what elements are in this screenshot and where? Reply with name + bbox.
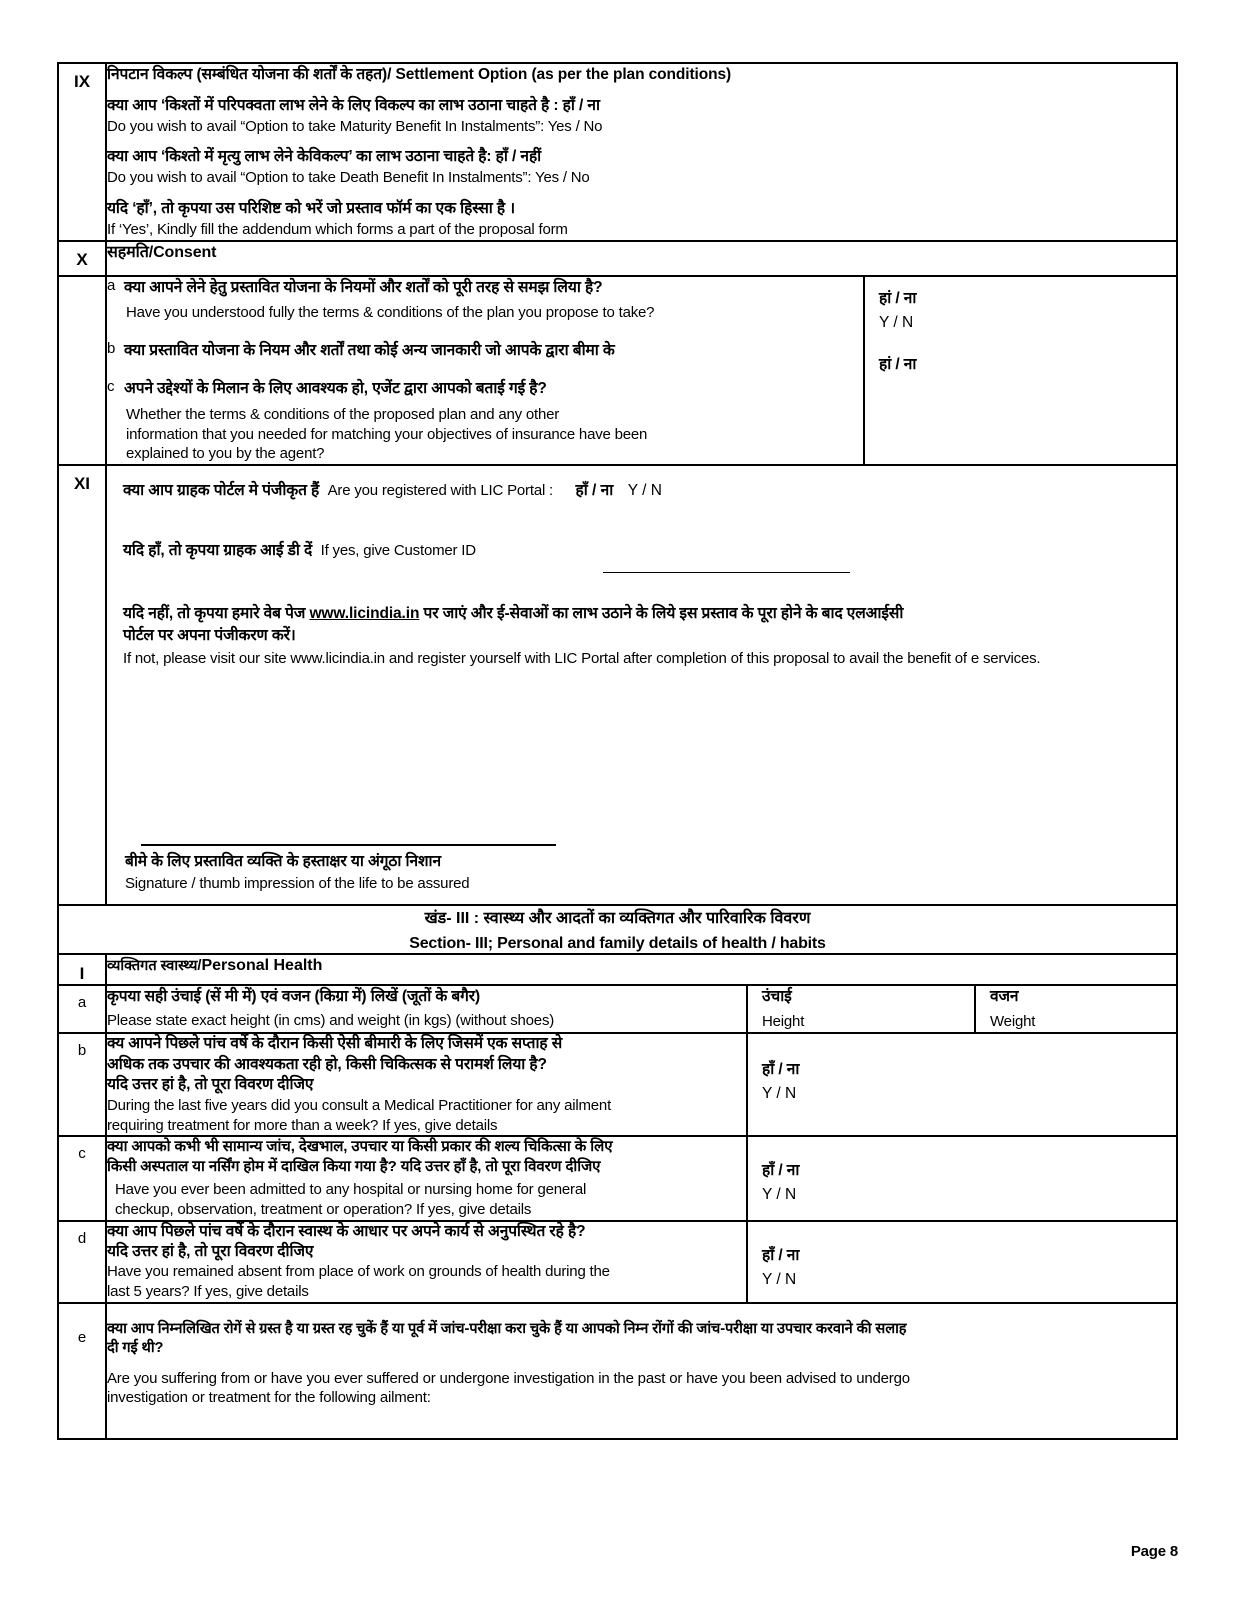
health-row-d-content <box>106 1221 1177 1304</box>
health-row-d-question-cell <box>107 1222 747 1303</box>
health-row-b <box>58 1033 1177 1136</box>
health-row-e-hindi-line1: क्या आप निम्नलिखित रोगें से ग्रस्त है या ग्रस्त रह चुकें हैं या पूर्व में जांच-परीक्षा करा चुके हैं या आपको निम्न रोंगों की जांच-परीक्षा या उपचार करवाने की सलाह <box>107 1321 907 1338</box>
section-xi-row <box>58 465 1177 905</box>
section-xi-body <box>107 466 1176 904</box>
health-row-b-english-line1: During the last five years did you consult a Medical Practitioner for any ailment <box>107 1096 612 1114</box>
section-x-body-row <box>58 276 1177 465</box>
section-xi-portal-question <box>123 478 1164 502</box>
health-row-c-answer-hindi[interactable]: हाँ / ना <box>762 1162 800 1180</box>
section-xi-notregistered <box>123 603 1164 669</box>
consent-item-c <box>107 378 863 464</box>
section-x-empty-numeral <box>58 276 106 465</box>
section-xi-portal-answer-english[interactable]: Y / N <box>627 482 662 500</box>
health-row-d <box>58 1221 1177 1304</box>
consent-item-c-hindi: अपने उद्देश्यों के मिलान के लिए आवश्यक हो, एजेंट द्वारा आपको बताई गई है? <box>124 379 547 397</box>
consent-item-b <box>107 340 863 362</box>
consent-item-c-english-line1: Whether the terms & conditions of the proposed plan and any other <box>126 405 560 423</box>
section-iii-banner-row <box>58 905 1177 954</box>
health-row-e <box>58 1303 1177 1439</box>
health-row-b-answer-hindi[interactable]: हाँ / ना <box>762 1061 800 1079</box>
section-ix-q2-english: Do you wish to avail “Option to take Death Benefit In Instalments”: Yes / No <box>107 169 590 187</box>
section-ix-question-3 <box>107 198 1176 240</box>
health-row-c-answer-cell[interactable] <box>747 1137 1176 1219</box>
health-row-b-hindi-line2: अधिक तक उपचार की आवश्यकता रही हो, किसी चिकित्सक से परामर्श लिया है? <box>107 1055 547 1073</box>
section-x-title-cell <box>106 241 1177 277</box>
health-row-d-answer-english[interactable]: Y / N <box>762 1270 797 1288</box>
section-ix-q1-hindi: क्या आप ‘किश्तों में परिपक्वता लाभ लेने के लिए विकल्प का लाभ उठाना चाहते है : हॉं / ना <box>107 97 600 114</box>
health-row-e-label: e <box>58 1303 106 1439</box>
consent-item-a-answer-hindi[interactable]: हां / ना <box>879 290 917 308</box>
customer-id-input-line[interactable] <box>603 572 850 573</box>
health-row-b-hindi-line1: क्य आपने पिछले पांच वर्षे के दौरान किसी ऐसी बीमारी के लिए जिसमें एक सप्ताह से <box>107 1035 563 1053</box>
proposal-form-table <box>57 62 1178 1440</box>
section-ix-q1-english: Do you wish to avail “Option to take Maturity Benefit In Instalments”: Yes / No <box>107 118 603 135</box>
health-d-table <box>107 1222 1176 1303</box>
signature-input-line[interactable] <box>141 844 556 846</box>
health-b-inner-row <box>107 1034 1176 1135</box>
health-row-b-content <box>106 1033 1177 1136</box>
section-ix-title: निपटान विकल्प (सम्बंधित योजना की शर्तों के तहत)/ Settlement Option (as per the plan conditions) <box>107 66 732 83</box>
height-weight-row <box>107 986 1176 1032</box>
health-row-d-label: d <box>58 1221 106 1304</box>
section-xi-notreg-hindi-part1: यदि नहीं, तो कृपया हमारे वेब पेज <box>123 605 306 623</box>
signature-label-english: Signature / thumb impression of the life to be assured <box>125 874 470 892</box>
weight-field-cell[interactable] <box>975 986 1176 1032</box>
health-row-d-hindi-line1: क्या आप पिछले पांच वर्षे के दौरान स्वास्थ के आधार पर अपने कार्य से अनुपस्थित रहे है? <box>107 1222 586 1240</box>
health-row-d-answer-cell[interactable] <box>747 1222 1176 1303</box>
form-page <box>57 62 1178 1440</box>
health-row-e-english-line2: investigation or treatment for the following ailment: <box>107 1389 431 1407</box>
health-row-b-question-cell <box>107 1034 747 1135</box>
section-ix-content <box>106 63 1177 241</box>
personal-health-title-hindi: व्यक्तिगत स्वास्थ्य/ <box>107 958 202 975</box>
health-b-table <box>107 1034 1176 1135</box>
consent-item-c-english-line2: information that you needed for matching your objectives of insurance have been <box>126 425 648 443</box>
consent-item-a <box>107 277 863 323</box>
section-xi-portal-question-english: Are you registered with LIC Portal : <box>327 482 554 500</box>
signature-block <box>123 844 1164 894</box>
section-iii-banner-english: Section- III; Personal and family details of health / habits <box>409 935 826 953</box>
health-row-a-hindi: कृपया सही उंचाई (सें मी में) एवं वजन (किग्रा में) लिखें (जूतों के बगैर) <box>107 988 481 1006</box>
licindia-link[interactable]: www.licindia.in <box>309 605 420 623</box>
page-number: Page 8 <box>1130 1543 1178 1560</box>
section-xi-customer-id-question <box>123 540 1164 562</box>
health-row-b-hindi-line3: यदि उत्तर हां है, तो पूरा विवरण दीजिए <box>107 1076 314 1094</box>
section-ix-row <box>58 63 1177 241</box>
health-row-e-content <box>106 1303 1177 1439</box>
section-xi-content <box>106 465 1177 905</box>
health-row-b-label: b <box>58 1033 106 1136</box>
section-iii-banner <box>58 905 1177 954</box>
consent-item-a-hindi: क्या आपने लेने हेतु प्रस्तावित योजना के नियमों और शर्तों को पूरी तरह से समझ लिया है? <box>124 279 603 297</box>
section-ix-q3-english: If ‘Yes’, Kindly fill the addendum which forms a part of the proposal form <box>107 220 568 238</box>
height-weight-table <box>107 986 1176 1032</box>
health-c-table <box>107 1137 1176 1219</box>
height-field-cell[interactable] <box>747 986 975 1032</box>
section-xi-notreg-hindi-line1 <box>123 603 1164 625</box>
health-row-d-answer-hindi[interactable]: हाँ / ना <box>762 1246 800 1264</box>
section-xi-notreg-english: If not, please visit our site www.licindia.in and register yourself with LIC Portal after completion of this proposal to avail the benefit of e services. <box>123 650 1041 668</box>
section-x-title: सहमति/Consent <box>107 243 217 261</box>
section-xi-notreg-hindi-part2: पर जाएं और ई-सेवाओं का लाभ उठाने के लिये इस प्रस्ताव के पूरा होने के बाद एलआईसी <box>423 605 904 623</box>
personal-health-header-row <box>58 954 1177 985</box>
section-xi-customer-id-english: If yes, give Customer ID <box>320 542 476 560</box>
health-row-c-hindi-line1: क्या आपको कभी भी सामान्य जांच, देखभाल, उपचार या किसी प्रकार की शल्य चिकित्सा के लिए <box>107 1138 613 1156</box>
height-label-english: Height <box>762 1013 805 1031</box>
health-row-e-hindi-line2: दी गई थी? <box>107 1340 164 1357</box>
consent-questions-cell <box>107 277 864 464</box>
height-label-hindi: उंचाई <box>762 988 792 1006</box>
section-iii-banner-hindi: खंड- III : स्वास्थ्य और आदतों का व्यक्तिगत और पारिवारिक विवरण <box>424 910 811 928</box>
consent-item-a-label: a <box>107 277 116 295</box>
section-x-numeral: X <box>58 241 106 277</box>
health-row-a-content <box>106 985 1177 1033</box>
height-weight-question-cell <box>107 986 747 1032</box>
health-row-c-answer-english[interactable]: Y / N <box>762 1186 797 1204</box>
health-row-d-hindi-line2: यदि उत्तर हां है, तो पूरा विवरण दीजिए <box>107 1243 314 1260</box>
section-x-title-row <box>58 241 1177 277</box>
section-ix-numeral: IX <box>58 63 106 241</box>
section-xi-portal-answer-hindi[interactable]: हॉं / ना <box>575 482 614 500</box>
health-row-e-english-line1: Are you suffering from or have you ever suffered or undergone investigation in the past or have you been advised to undergo <box>107 1369 910 1387</box>
health-row-c-label: c <box>58 1136 106 1220</box>
health-row-c <box>58 1136 1177 1220</box>
personal-health-numeral: I <box>58 954 106 985</box>
consent-item-b-answer-hindi[interactable]: हां / ना <box>879 355 917 373</box>
health-row-c-english-line1: Have you ever been admitted to any hospital or nursing home for general <box>115 1180 587 1198</box>
section-xi-portal-question-hindi: क्या आप ग्राहक पोर्टल मे पंजीकृत हैं <box>123 482 320 500</box>
section-ix-question-1 <box>107 95 1176 137</box>
weight-label-hindi: वजन <box>990 988 1019 1006</box>
health-row-c-hindi-line2: किसी अस्पताल या नर्सिंग होम में दाखिल किया गया है? यदि उत्तर हाँ है, तो पूरा विवरण दीजिए <box>107 1158 601 1176</box>
health-row-d-english-line1: Have you remained absent from place of work on grounds of health during the <box>107 1263 610 1281</box>
consent-item-b-label: b <box>107 339 116 357</box>
health-row-b-answer-cell[interactable] <box>747 1034 1176 1135</box>
section-xi-numeral: XI <box>58 465 106 905</box>
section-xi-notreg-hindi-line2: पोर्टल पर अपना पंजीकरण करें। <box>123 627 296 645</box>
section-xi-customer-id-hindi: यदि हॉं, तो कृपया ग्राहक आई डी दें <box>123 542 313 560</box>
consent-item-a-answer-english[interactable]: Y / N <box>879 314 914 332</box>
signature-label-hindi: बीमे के लिए प्रस्तावित व्यक्ति के हस्ताक्षर या अंगूठा निशान <box>125 852 441 870</box>
health-row-a-english: Please state exact height (in cms) and weight (in kgs) (without shoes) <box>107 1012 555 1030</box>
personal-health-title-cell <box>106 954 1177 985</box>
health-row-b-english-line2: requiring treatment for more than a week? If yes, give details <box>107 1116 498 1134</box>
consent-item-c-label: c <box>107 377 115 395</box>
health-row-c-content <box>106 1136 1177 1220</box>
health-c-inner-row <box>107 1137 1176 1219</box>
health-d-inner-row <box>107 1222 1176 1303</box>
consent-table <box>107 277 1176 464</box>
consent-inner-row <box>107 277 1176 464</box>
section-x-body-cell <box>106 276 1177 465</box>
weight-label-english: Weight <box>990 1013 1036 1031</box>
section-ix-q2-hindi: क्या आप ‘किश्तो में मृत्यु लाभ लेने केविकल्प’ का लाभ उठाना चाहते है: हॉं / नहीं <box>107 148 542 166</box>
health-row-a-label: a <box>58 985 106 1033</box>
section-ix-question-2 <box>107 146 1176 188</box>
section-ix-q3-hindi: यदि ‘हॉं’, तो कृपया उस परिशिष्ट को भरें जो प्रस्ताव फॉर्म का एक हिस्सा है । <box>107 199 516 217</box>
consent-item-a-english: Have you understood fully the terms & conditions of the plan you propose to take? <box>126 304 655 322</box>
health-row-d-english-line2: last 5 years? If yes, give details <box>107 1283 309 1301</box>
health-row-c-english-line2: checkup, observation, treatment or operation? If yes, give details <box>115 1200 532 1218</box>
consent-item-c-english-line3: explained to you by the agent? <box>126 445 325 463</box>
health-row-c-question-cell <box>107 1137 747 1219</box>
health-row-a <box>58 985 1177 1033</box>
consent-answers-cell <box>864 277 1176 464</box>
health-row-b-answer-english[interactable]: Y / N <box>762 1085 797 1103</box>
personal-health-title-english: Personal Health <box>201 957 323 975</box>
consent-item-b-hindi: क्या प्रस्तावित योजना के नियम और शर्तों तथा कोई अन्य जानकारी जो आपके द्वारा बीमा के <box>124 341 615 359</box>
